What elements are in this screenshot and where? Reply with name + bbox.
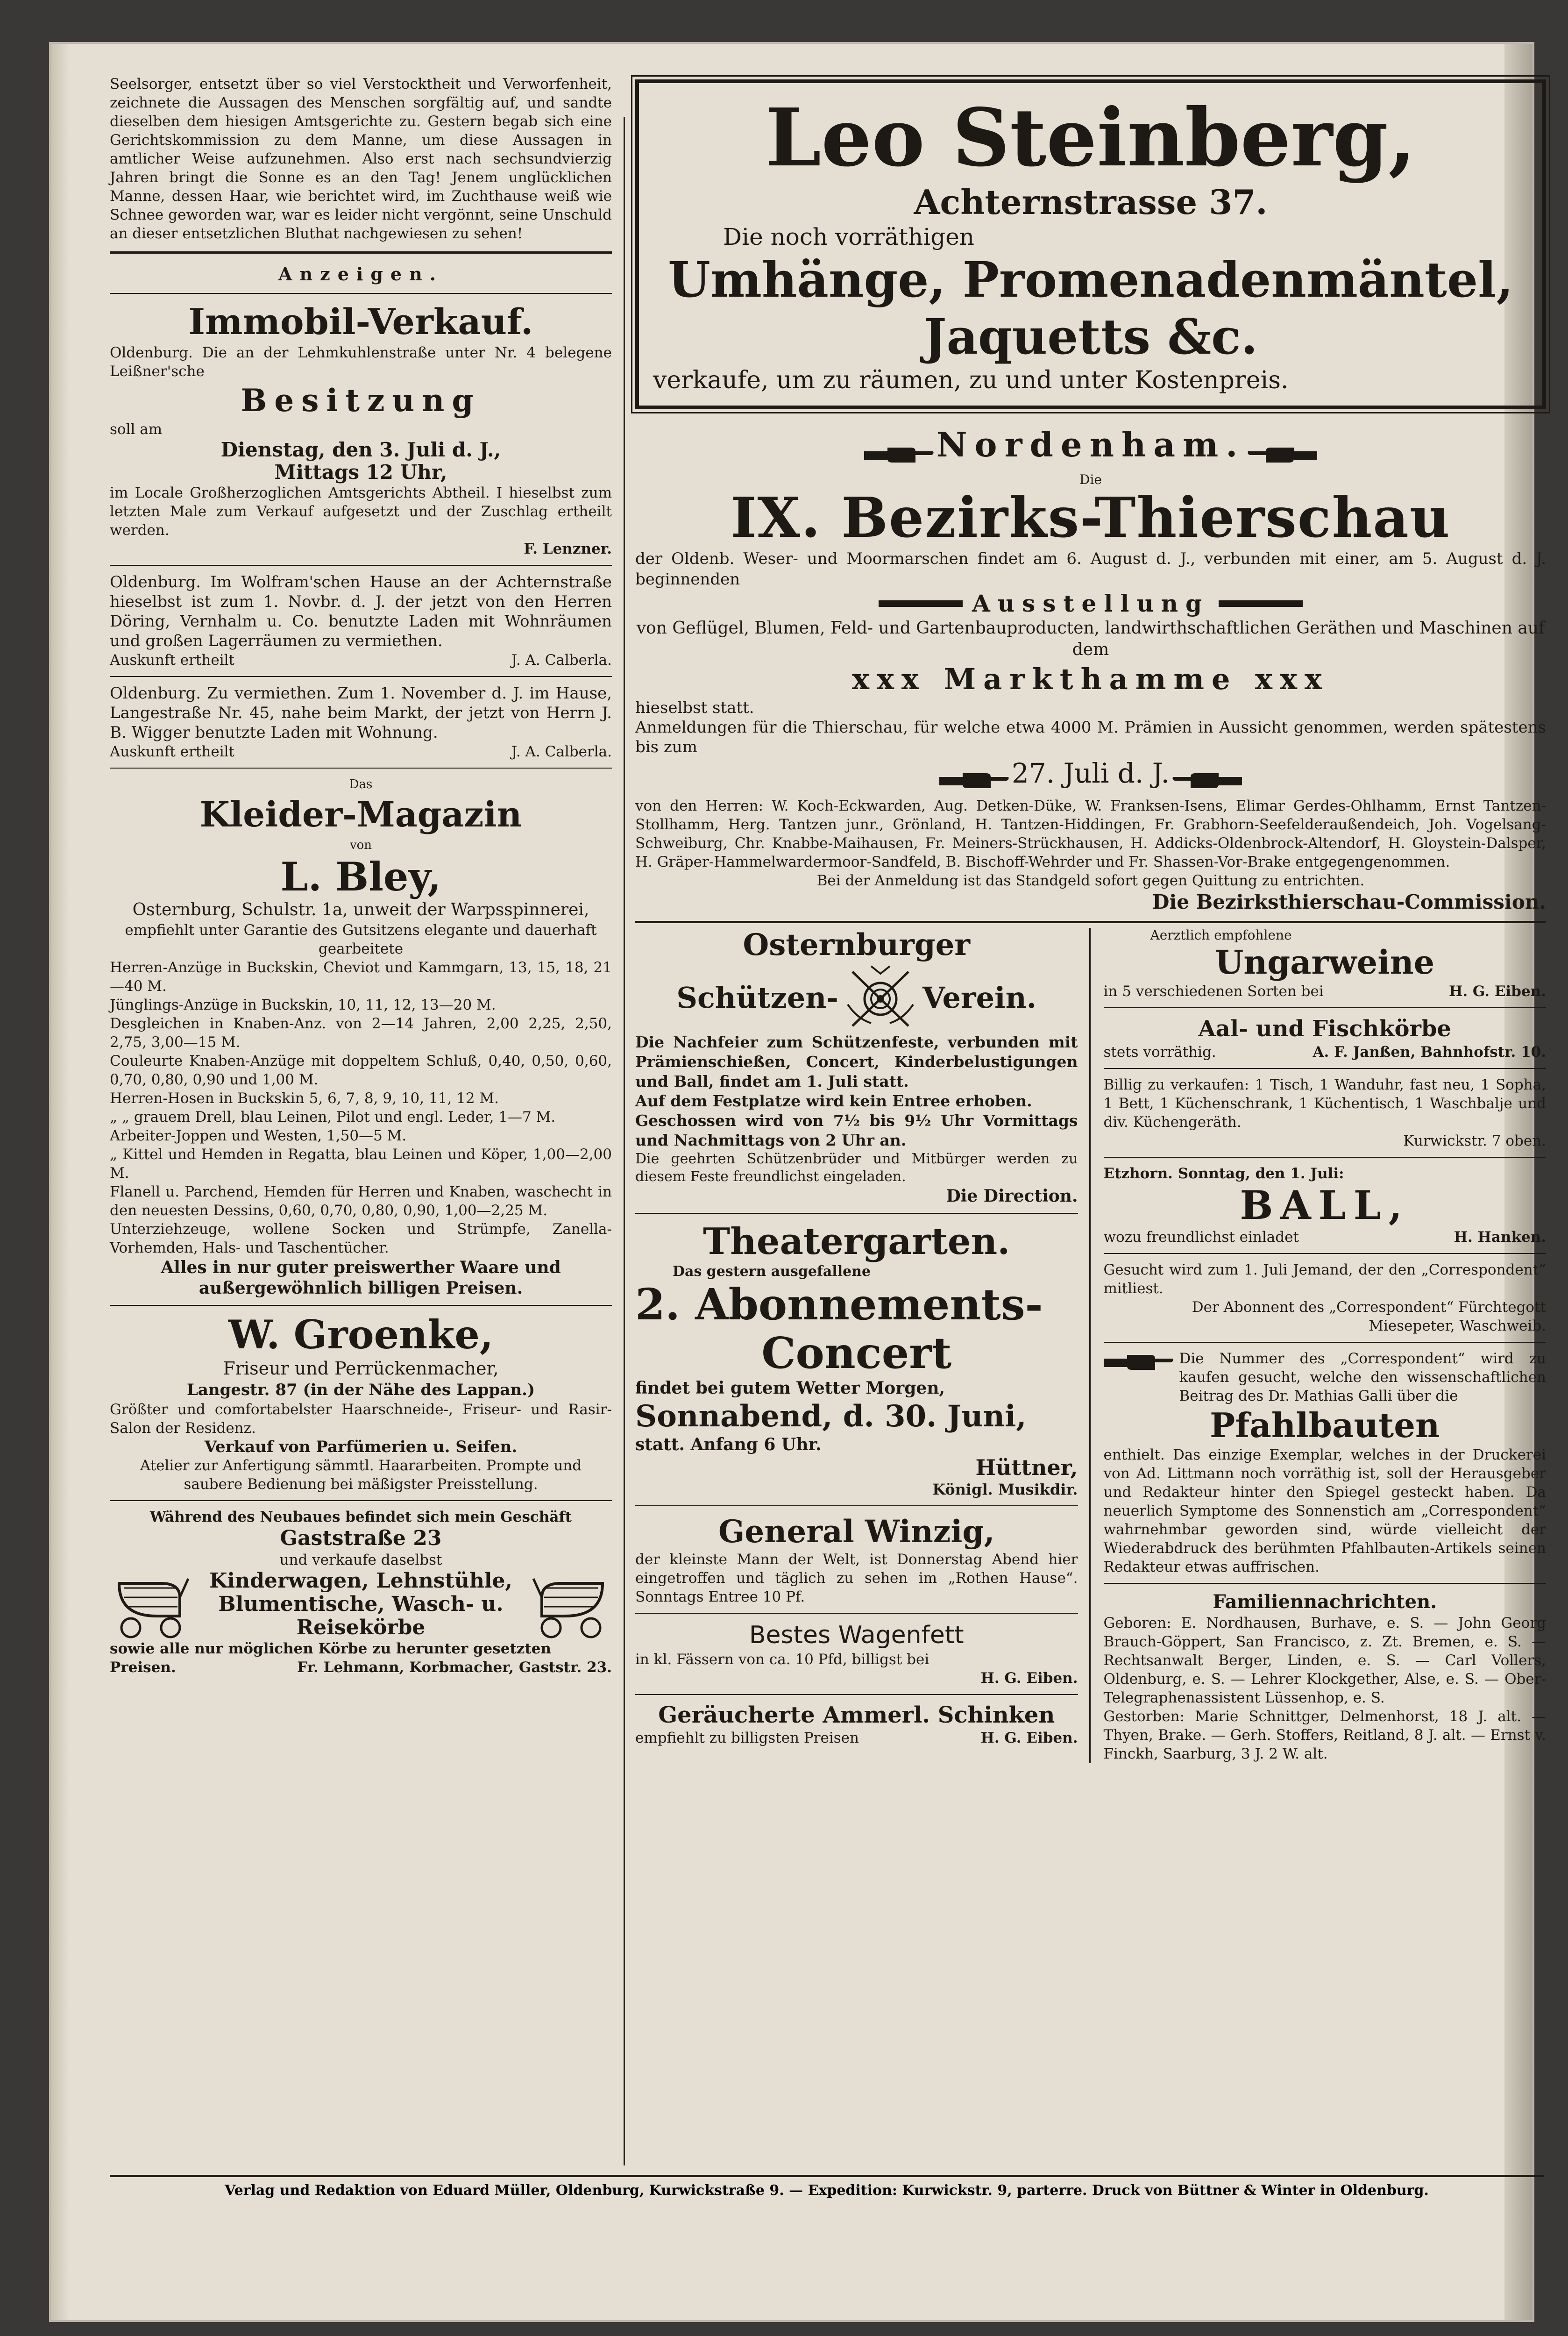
theater-text: findet bei gutem Wetter Morgen, xyxy=(635,1378,945,1398)
lehmann-line: Während des Neubaues befindet sich mein Geschäft xyxy=(149,1509,572,1525)
gesucht-ad xyxy=(1104,1261,1547,1335)
article-end: Seelsorger, entsetzt über so viel Verstocktheit und Verworfenheit, zeichnete die Aussagen des Menschen sorgfältig auf, und sandte dieselben dem hiesigen Amtsgerichte zu. Gestern begab sich eine Gerichtskommission zu dem Manne, um diese Aussagen in amtlicher Weise aufzunehmen. Also erst nach sechsundvierzig Jahren bringt die Sonne es an den Tag! Jenem unglücklichen Manne, dessen Haar, wie berichtet wird, im Zuchthause weiß wie Schnee geworden war, war es leider nicht vergönnt, seine Unschuld an dieser entsetzlichen Bluthat nachgewiesen zu sehen! xyxy=(110,76,612,242)
pfahl-title: Pfahlbauten xyxy=(1210,1405,1440,1445)
familie-gestorben: Gestorben: Marie Schnittger, Delmenhorst, 18 J. alt. — Thyen, Brake. — Gerh. Stoffers, Reitland, 8 J. alt. — Ernst v. Finckh, Saarburg, 3 J. 2 W. alt. xyxy=(1103,1708,1546,1762)
tierschau-text: von Geflügel, Blumen, Feld- und Gartenbauproducten, landwirthschaftlichen Geräthen und Maschinen auf dem xyxy=(636,619,1545,659)
divider xyxy=(110,676,612,677)
theater-concert: 2. Abonnements- xyxy=(635,1279,1043,1330)
ball-sign: H. Hanken. xyxy=(1454,1229,1546,1246)
pointing-hand-right-icon xyxy=(939,770,1009,791)
schuetzen-text: Die geehrten Schützenbrüder und Mitbürger werden zu diesem Feste freundlichst eingeladen. xyxy=(635,1151,1078,1185)
schuetzen-text: Geschossen wird von 7½ bis 9½ Uhr Vormittags und Nachmittags von 2 Uhr an. xyxy=(635,1111,1078,1149)
familie-title: Familiennachrichten. xyxy=(1213,1591,1437,1613)
divider xyxy=(1104,1342,1547,1343)
steinberg-goods: Jaquetts &c. xyxy=(923,308,1258,365)
kleider-name: L. Bley, xyxy=(280,854,441,900)
kleider-text: empfiehlt unter Garantie des Gutsitzens elegante und dauerhaft gearbeitete xyxy=(125,922,597,957)
divider xyxy=(110,768,612,769)
target-emblem-icon xyxy=(843,962,918,1033)
divider xyxy=(635,1505,1078,1506)
wolfram-sign: J. A. Calberla. xyxy=(511,652,612,669)
kleider-item: Jünglings-Anzüge in Buckskin, 10, 11, 12, 13—20 M. xyxy=(110,997,496,1013)
langestr-left: Auskunft ertheilt xyxy=(110,743,234,760)
winzig-text: der kleinste Mann der Welt, ist Donnerstag Abend hier eingetroffen und täglich zu sehen im „Rothen Hause“. Sonntags Entree 10 Pf. xyxy=(635,1551,1078,1605)
pointing-hand-right-icon xyxy=(1104,1352,1174,1373)
ornament-bar xyxy=(1219,600,1303,607)
ungar-sign: H. G. Eiben. xyxy=(1449,983,1546,1000)
gesucht-text: Gesucht wird zum 1. Juli Jemand, der den „Correspondent“ mitliest. xyxy=(1103,1261,1546,1297)
tierschau-ad xyxy=(635,426,1546,914)
wolfram-text: Oldenburg. Im Wolfram'schen Hause an der Achternstraße hieselbst ist zum 1. Novbr. d. J. der jetzt von den Herren Döring, Vernhalm u. Co. benutzte Laden mit Wohnräumen und großen Lagerräumen zu vermiethen. xyxy=(110,573,612,650)
theater-sub: Das gestern ausgefallene xyxy=(673,1263,871,1280)
immobil-date: Dienstag, den 3. Juli d. J., xyxy=(220,438,501,461)
divider xyxy=(635,1213,1078,1214)
ungar-title: Ungarweine xyxy=(1215,943,1435,982)
immobil-title: Immobil-Verkauf. xyxy=(188,301,533,342)
familie-geboren: Geboren: E. Nordhausen, Burhave, e. S. — John Georg Brauch-Göppert, San Francisco, z. Zt. Bremen, e. S. — Rechtsanwalt Berger, Linden, e. S. — Carl Vollers, Oldenburg, e. S. — Lehrer Klockgether, Alse, e. S. — Ober-Telegraphenassistent Lüssenhop, e. S. xyxy=(1103,1615,1546,1706)
anzeigen-heading: Anzeigen. xyxy=(278,264,443,285)
divider xyxy=(1104,1253,1547,1254)
divider xyxy=(1104,1007,1547,1008)
lehmann-address: Gaststraße 23 xyxy=(280,1526,442,1550)
kleider-item: Flanell u. Parchend, Hemden für Herren und Knaben, waschecht in den neuesten Dessins, 0,60, 0,70, 0,80, 0,90, 1,00—2,25 M. xyxy=(110,1183,612,1219)
ungar-ad xyxy=(1104,928,1547,1001)
theater-title: Theatergarten. xyxy=(703,1220,1010,1263)
aal-sign: A. F. Janßen, Bahnhofstr. 10. xyxy=(1313,1044,1546,1061)
kleider-item: Herren-Anzüge in Buckskin, Cheviot und Kammgarn, 13, 15, 18, 21—40 M. xyxy=(110,959,612,995)
immobil-text: soll am xyxy=(110,421,163,438)
groenke-text: Größter und comfortabelster Haarschneide-, Friseur- und Rasir-Salon der Residenz. xyxy=(110,1401,612,1437)
theater-date: Sonnabend, d. 30. Juni, xyxy=(635,1399,1027,1434)
winzig-title: General Winzig, xyxy=(718,1513,995,1550)
tierschau-place: Nordenham. xyxy=(936,425,1245,464)
kleider-item: „ Kittel und Hemden in Regatta, blau Leinen und Köper, 1,00—2,00 M. xyxy=(110,1146,612,1182)
schuetzen-text: Auf dem Festplatze wird kein Entree erhoben. xyxy=(635,1092,1032,1110)
steinberg-line: Die noch vorräthigen xyxy=(723,223,975,250)
kleider-item: Arbeiter-Joppen und Westen, 1,50—5 M. xyxy=(110,1127,407,1144)
kleider-das: Das xyxy=(349,777,373,791)
langestr-text: Oldenburg. Zu vermiethen. Zum 1. November d. J. im Hause, Langestraße Nr. 45, nahe beim Markt, der jetzt von Herrn J. B. Wigger benutzte Laden mit Wohnung. xyxy=(110,684,612,742)
baby-carriage-icon xyxy=(110,1569,189,1639)
lehmann-goods: Kinderwagen, Lehnstühle, Blumentische, Wasch- u. Reisekörbe xyxy=(209,1569,512,1639)
column-divider xyxy=(624,117,625,2165)
steinberg-goods: Umhänge, Promenadenmäntel, xyxy=(668,251,1513,308)
kleider-ad xyxy=(110,775,612,1298)
ornament-bar xyxy=(879,600,963,607)
theater-text: statt. Anfang 6 Uhr. xyxy=(635,1435,822,1454)
immobil-text: im Locale Großherzoglichen Amtsgerichts Abtheil. I hieselbst zum letzten Male zum Verkauf aufgesetzt und der Zuschlag ertheilt werden. xyxy=(110,484,612,539)
tierschau-text: Bei der Anmeldung ist das Standgeld sofort gegen Quittung zu entrichten. xyxy=(816,872,1365,889)
pointing-hand-left-icon xyxy=(1172,770,1242,791)
lehmann-ad xyxy=(110,1508,612,1677)
left-column xyxy=(110,75,612,1677)
divider xyxy=(635,1694,1078,1695)
divider xyxy=(635,921,1546,923)
divider xyxy=(635,1613,1078,1614)
ungar-text: in 5 verschiedenen Sorten bei xyxy=(1103,983,1324,1000)
kleider-address: Osternburg, Schulstr. 1a, unweit der Warpsspinnerei, xyxy=(132,900,589,919)
ungar-pre: Aerztlich empfohlene xyxy=(1150,927,1292,943)
wolfram-ad xyxy=(110,572,612,669)
schinken-title: Geräucherte Ammerl. Schinken xyxy=(658,1702,1055,1728)
steinberg-address: Achternstrasse 37. xyxy=(914,182,1268,222)
steinberg-ad xyxy=(635,79,1546,409)
lehmann-line: sowie alle nur möglichen Körbe zu herunter gesetzten xyxy=(110,1640,551,1657)
tierschau-text: von den Herren: W. Koch-Eckwarden, Aug. Detken-Düke, W. Franksen-Isens, Elimar Gerdes-Ohlhamm, Ernst Tantzen-Stollhamm, Herg. Tantzen junr., Grönland, H. Tantzen-Hiddingen, Fr. Grabhorn-Seefelderaußendeich, Joh. Vogelsang-Schweiburg, Chr. Knabbe-Maihausen, Fr. Meiners-Strückhausen, H. Addicks-Oldenbrock-Altendorf, H. Gloystein-Dalsper, H. Gräper-Hammelwardermoor-Sandfeld, B. Bischoff-Wehrder und Fr. Shassen-Vor-Brake entgegengenommen. xyxy=(635,798,1546,870)
groenke-verkauf: Verkauf von Parfümerien u. Seifen. xyxy=(204,1438,518,1456)
tierschau-text: hieselbst statt. xyxy=(635,698,754,717)
langestr-ad xyxy=(110,684,612,761)
schinken-text: empfiehlt zu billigsten Preisen xyxy=(635,1730,859,1746)
steinberg-name: Leo Steinberg, xyxy=(765,91,1416,185)
tierschau-ausstellung: Ausstellung xyxy=(972,590,1209,617)
tierschau-deadline: 27. Juli d. J. xyxy=(1011,757,1170,789)
schuetzen-title: Verein. xyxy=(922,980,1037,1015)
page-gutter xyxy=(51,44,70,2320)
groenke-ad xyxy=(110,1312,612,1494)
divider xyxy=(1104,1157,1547,1158)
wagenfett-title: Bestes Wagenfett xyxy=(749,1621,964,1649)
theater-concert: Concert xyxy=(761,1328,952,1378)
billig-ad xyxy=(1104,1075,1547,1150)
baby-carriage-icon xyxy=(532,1569,612,1639)
tierschau-markthamme: xxx Markthamme xxx xyxy=(852,662,1329,696)
winzig-ad xyxy=(635,1513,1078,1606)
divider xyxy=(110,565,612,566)
pfahl-ad xyxy=(1104,1349,1547,1576)
tierschau-text: der Oldenb. Weser- und Moormarschen findet am 6. August d. J., verbunden mit einer, am 5. August d. J. beginnenden xyxy=(635,549,1546,589)
ball-text: wozu freundlichst einladet xyxy=(1103,1229,1299,1246)
kleider-closing: Alles in nur guter preiswerther Waare und außergewöhnlich billigen Preisen. xyxy=(161,1258,561,1298)
steinberg-line: verkaufe, um zu räumen, zu und unter Kostenpreis. xyxy=(653,366,1289,394)
right-area xyxy=(635,75,1546,1763)
kleider-item: Desgleichen in Knaben-Anz. von 2—14 Jahren, 2,00 2,25, 2,50, 2,75, 3,00—15 M. xyxy=(110,1015,612,1051)
billig-text: Billig zu verkaufen: 1 Tisch, 1 Wanduhr, fast neu, 1 Sopha, 1 Bett, 1 Küchenschrank, 1 Küchentisch, 1 Waschbalje und div. Küchengeräth. xyxy=(1103,1076,1546,1131)
ball-ad xyxy=(1104,1164,1547,1246)
divider xyxy=(1104,1068,1547,1069)
pfahl-text: Die Nummer des „Correspondent“ wird zu kaufen gesucht, welche den wissenschaftlichen Beitrag des Dr. Mathias Galli über die xyxy=(1179,1350,1546,1404)
lehmann-sign: Fr. Lehmann, Korbmacher, Gaststr. 23. xyxy=(297,1659,612,1676)
billig-sign: Kurwickstr. 7 oben. xyxy=(1403,1132,1546,1149)
divider xyxy=(110,293,612,294)
mid-column xyxy=(635,928,1091,1763)
theater-name: Hüttner, xyxy=(975,1455,1078,1480)
imprint-footer: Verlag und Redaktion von Eduard Müller, Oldenburg, Kurwickstraße 9. — Expedition: Kurwickstr. 9, parterre. Druck von Büttner & Winter in Oldenburg. xyxy=(110,2175,1544,2200)
lehmann-line: und verkaufe daselbst xyxy=(279,1552,442,1568)
tierschau-text: Anmeldungen für die Thierschau, für welche etwa 4000 M. Prämien in Aussicht genommen, werden spätestens bis zum xyxy=(635,718,1546,756)
schuetzen-title: Osternburger xyxy=(743,927,970,962)
aal-title: Aal- und Fischkörbe xyxy=(1198,1016,1451,1042)
wagenfett-ad xyxy=(635,1620,1078,1688)
gesucht-sign: Der Abonnent des „Correspondent“ Fürchtegott Miesepeter, Waschweib. xyxy=(1192,1299,1546,1334)
wolfram-left: Auskunft ertheilt xyxy=(110,652,234,669)
schuetzen-sign: Die Direction. xyxy=(946,1186,1078,1206)
groenke-name: W. Groenke, xyxy=(228,1311,494,1358)
groenke-trade: Friseur und Perrückenmacher, xyxy=(223,1358,499,1379)
wagenfett-text: in kl. Fässern von ca. 10 Pfd, billigst bei xyxy=(635,1651,929,1668)
pointing-hand-left-icon xyxy=(1247,444,1317,465)
familie-ad xyxy=(1104,1590,1547,1763)
immobil-time: Mittags 12 Uhr, xyxy=(274,461,447,484)
schinken-sign: H. G. Eiben. xyxy=(980,1730,1078,1746)
immobil-ad xyxy=(110,300,612,558)
lower-columns xyxy=(635,928,1546,1763)
schuetzen-ad xyxy=(635,928,1078,1206)
ball-text: Etzhorn. Sonntag, den 1. Juli: xyxy=(1103,1165,1344,1182)
schuetzen-title: Schützen- xyxy=(676,980,839,1015)
divider xyxy=(110,1500,612,1501)
aal-text: stets vorräthig. xyxy=(1103,1044,1216,1061)
tierschau-die: Die xyxy=(1079,472,1102,487)
kleider-item: Unterziehzeuge, wollene Socken und Strümpfe, Zanella-Vorhemden, Hals- und Taschentücher. xyxy=(110,1221,612,1256)
divider xyxy=(1104,1583,1547,1584)
tierschau-title: IX. Bezirks-Thierschau xyxy=(731,485,1451,550)
schuetzen-text: Die Nachfeier zum Schützenfeste, verbunden mit Prämienschießen, Concert, Kinderbelustigungen und Ball, findet am 1. Juli statt. xyxy=(635,1033,1078,1090)
groenke-text: Atelier zur Anfertigung sämmtl. Haararbeiten. Prompte und saubere Bedienung bei mäßigster Preisstellung. xyxy=(140,1457,582,1493)
groenke-address: Langestr. 87 (in der Nähe des Lappan.) xyxy=(186,1381,535,1399)
pointing-hand-right-icon xyxy=(864,444,934,465)
besitzung: Besitzung xyxy=(241,382,481,419)
immobil-sign: F. Lenzner. xyxy=(524,541,612,557)
divider xyxy=(110,251,612,254)
lehmann-preisen: Preisen. xyxy=(110,1659,176,1676)
aal-ad xyxy=(1104,1015,1547,1061)
kleider-title: Kleider-Magazin xyxy=(199,795,522,835)
kleider-item: Herren-Hosen in Buckskin 5, 6, 7, 8, 9, 10, 11, 12 M. xyxy=(110,1090,499,1107)
immobil-text: Oldenburg. Die an der Lehmkuhlenstraße unter Nr. 4 belegene Leißner'sche xyxy=(110,344,612,380)
wagenfett-sign: H. G. Eiben. xyxy=(980,1670,1078,1687)
theater-ad xyxy=(635,1220,1078,1499)
kleider-item: Couleurte Knaben-Anzüge mit doppeltem Schluß, 0,40, 0,50, 0,60, 0,70, 0,80, 0,90 und 1,00 M. xyxy=(110,1053,612,1088)
tierschau-sign: Die Bezirksthierschau-Commission. xyxy=(1152,890,1546,913)
schinken-ad xyxy=(635,1702,1078,1747)
theater-role: Königl. Musikdir. xyxy=(932,1481,1078,1498)
langestr-sign: J. A. Calberla. xyxy=(511,743,612,760)
kleider-von: von xyxy=(349,838,372,852)
pfahl-text: enthielt. Das einzige Exemplar, welches in der Druckerei von Ad. Littmann noch vorräthig ist, soll der Herausgeber und Redakteur hinter den Spiegel gesteckt haben. Da neuerlich Symptome des Sonnenstich am „Correspondent“ wahrnehmbar geworden sind, würde vielleicht der Wiederabdruck des berühmten Pfahlbauten-Artikels seinen Redakteur etwas auffrischen. xyxy=(1103,1446,1546,1575)
ball-title: BALL, xyxy=(1240,1182,1410,1228)
kleider-item: „ „ grauem Drell, blau Leinen, Pilot und engl. Leder, 1—7 M. xyxy=(110,1109,556,1125)
far-column xyxy=(1104,928,1547,1763)
divider xyxy=(110,1305,612,1306)
